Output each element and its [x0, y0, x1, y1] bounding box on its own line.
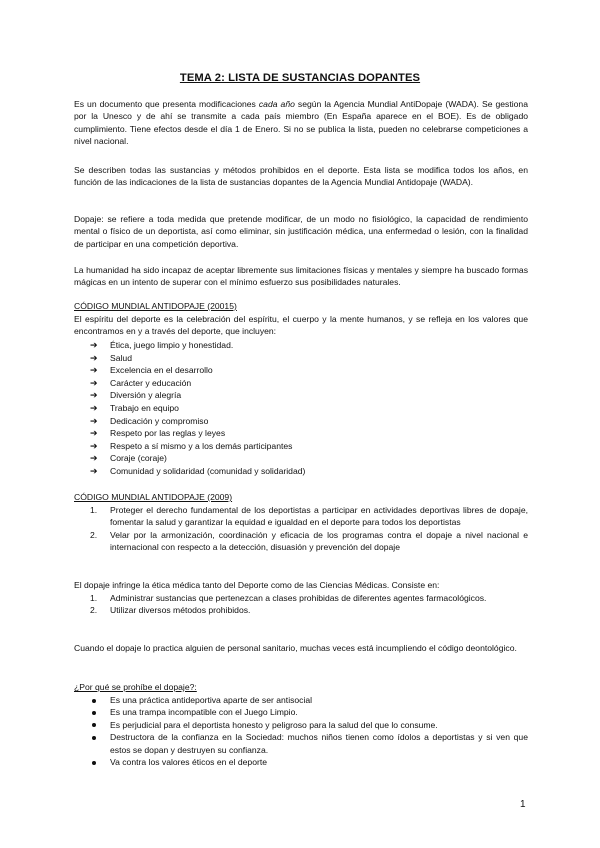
list-item: Es una práctica antideportiva aparte de ser antisocial [90, 694, 528, 706]
list-item: Es perjudicial para el deportista honesto y peligroso para la salud del que lo consume. [90, 719, 528, 731]
paragraph-code-2015-intro: El espíritu del deporte es la celebración del espíritu, el cuerpo y la mente humanos, y se refleja en los valores que encontramos en y a través del deporte, que incluyen: [74, 314, 528, 337]
list-item: ➔ Coraje (coraje) [90, 453, 167, 464]
heading-why-prohibited: ¿Por qué se prohíbe el dopaje?: [74, 682, 197, 692]
paragraph-ethics: El dopaje infringe la ética médica tanto del Deporte como de las Ciencias Médicas. Consiste en: [74, 580, 440, 590]
heading-code-2009: CÓDIGO MUNDIAL ANTIDOPAJE (2009) [74, 492, 233, 502]
intro-paragraph [74, 98, 528, 148]
list-item: 2. Velar por la armonización, coordinación y eficacia de los programas contra el dopaje a nivel nacional e internacional con respecto a la detección, disuasión y prevención del dopaje [90, 529, 528, 553]
list-item: ➔ Excelencia en el desarrollo [90, 365, 213, 376]
list-item: Va contra los valores éticos en el deporte [90, 756, 528, 768]
arrow-icon: ➔ [90, 402, 98, 413]
arrow-icon: ➔ [90, 465, 98, 476]
list-number: 1. [90, 505, 98, 515]
bullet-icon [92, 736, 96, 740]
page-title: TEMA 2: LISTA DE SUSTANCIAS DOPANTES [179, 72, 421, 84]
page-number: 1 [520, 799, 526, 810]
list-item: ➔ Respeto por las reglas y leyes [90, 428, 226, 439]
list-number: 2. [90, 529, 98, 540]
ethics-list [90, 592, 528, 617]
list-item: ➔ Respeto a sí mismo y a los demás participantes [90, 440, 293, 451]
paragraph-list-description: Se describen todas las sustancias y métodos prohibidos en el deporte. Esta lista se modifica todos los años, en función de las indicaciones de la lista de sustancias dopantes de la Agencia Mundial Antidopaje (WADA). [74, 165, 528, 188]
intro-text-start: Es un documento que presenta modificaciones [74, 99, 259, 109]
bullet-icon [92, 723, 96, 727]
arrow-icon: ➔ [90, 377, 98, 388]
heading-code-2015: CÓDIGO MUNDIAL ANTIDOPAJE (20015) [74, 301, 237, 311]
arrow-icon: ➔ [90, 453, 98, 464]
paragraph-dopaje-definition: Dopaje: se refiere a toda medida que pretende modificar, de un modo no fisiológico, la capacidad de rendimiento mental o físico de un deportista, así como eliminar, sin justificación médica, una enfermedad o lesión, con la finalidad de participar en una competición deportiva. [74, 214, 528, 249]
bullet-icon [92, 699, 96, 703]
bullet-icon [92, 711, 96, 715]
list-item: ➔ Diversión y alegría [90, 390, 182, 401]
arrow-icon: ➔ [90, 340, 98, 350]
why-list [90, 694, 528, 768]
list-item: 2. Utilizar diversos métodos prohibidos. [90, 605, 251, 616]
list-item: 1. Proteger el derecho fundamental de los deportistas a participar en actividades deportivas libres de dopaje, fomentar la salud y garantizar la equidad e igualdad en el deporte para todos los deportistas [90, 505, 528, 528]
arrow-icon: ➔ [90, 365, 98, 376]
values-list [90, 339, 530, 478]
list-item: ➔ Carácter y educación [90, 377, 192, 388]
intro-emphasis: cada año [258, 99, 295, 109]
bullet-icon [92, 761, 96, 765]
paragraph-humanity: La humanidad ha sido incapaz de aceptar libremente sus limitaciones físicas y mentales y siempre ha buscado formas mágicas en un intento de superar con el mínimo esfuerzo sus posibilidades naturales. [74, 265, 528, 288]
intro-text-end: según la Agencia Mundial AntiDopaje (WADA). Se gestiona por la Unesco y de ahí se transmite a cada país miembro (En España aparece en el BOE). Es de obligado cumplimiento. Tiene efectos desde el día 1 de Enero. Si no se publica la lista, pueden no celebrarse competiciones a nivel nacional. [74, 99, 528, 147]
code-2009-list [90, 504, 528, 554]
list-number: 1. [90, 593, 98, 603]
list-item: ➔ Dedicación y compromiso [90, 415, 209, 426]
list-item: ➔ Comunidad y solidaridad (comunidad y solidaridad) [90, 465, 306, 476]
arrow-icon: ➔ [90, 440, 98, 451]
arrow-icon: ➔ [90, 415, 98, 426]
list-item: ➔ Ética, juego limpio y honestidad. [90, 340, 234, 350]
list-item: Es una trampa incompatible con el Juego Limpio. [90, 706, 528, 718]
list-item: 1. Administrar sustancias que pertenezcan a clases prohibidas de diferentes agentes farmacológicos. [90, 593, 487, 603]
arrow-icon: ➔ [90, 390, 98, 401]
list-item: Destructora de la confianza en la Sociedad: muchos niños tienen como ídolos a deportistas y si ven que estos se dopan y destruyen su confianza. [90, 731, 528, 756]
arrow-icon: ➔ [90, 352, 98, 363]
arrow-icon: ➔ [90, 428, 98, 439]
list-number: 2. [90, 605, 98, 616]
paragraph-deontology: Cuando el dopaje lo practica alguien de personal sanitario, muchas veces está incumpliendo el código deontológico. [74, 643, 517, 653]
list-item: ➔ Trabajo en equipo [90, 402, 179, 413]
list-item: ➔ Salud [90, 352, 132, 363]
